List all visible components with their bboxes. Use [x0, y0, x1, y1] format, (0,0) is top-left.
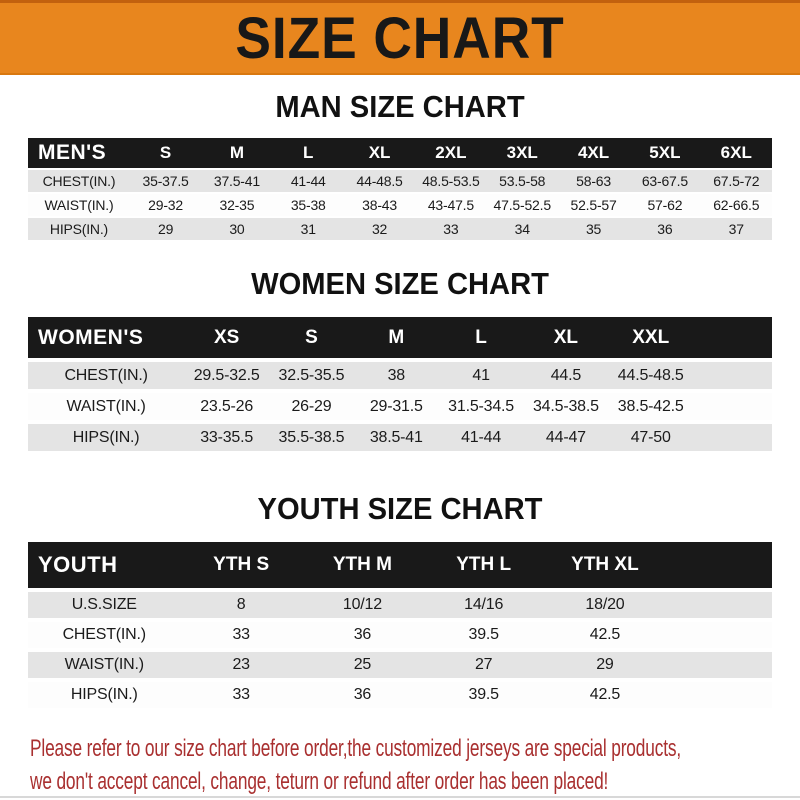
size-column-header: L: [273, 138, 344, 168]
bottom-edge-line: [0, 796, 800, 798]
size-value: 23.5-26: [184, 393, 269, 420]
row-label: HIPS(IN.): [28, 218, 130, 240]
size-value: 33: [181, 682, 302, 708]
page-title: SIZE CHART: [235, 5, 565, 71]
size-column-header: 5XL: [629, 138, 700, 168]
women-section-title: WOMEN SIZE CHART: [251, 266, 549, 301]
size-value: 41-44: [439, 424, 524, 451]
size-value: 44.5: [523, 362, 608, 389]
size-value: 62-66.5: [701, 194, 772, 216]
size-column-header: YTH XL: [544, 542, 665, 588]
size-value: 26-29: [269, 393, 354, 420]
size-value: 43-47.5: [415, 194, 486, 216]
size-column-header: L: [439, 317, 524, 358]
size-value: 32.5-35.5: [269, 362, 354, 389]
size-value: 32: [344, 218, 415, 240]
size-value: 25: [302, 652, 423, 678]
youth-size-table: [28, 538, 772, 712]
size-value: 32-35: [201, 194, 272, 216]
size-value: 57-62: [629, 194, 700, 216]
size-value: 29-31.5: [354, 393, 439, 420]
youth-section: [0, 493, 800, 712]
row-filler: [693, 362, 772, 389]
size-value: 36: [629, 218, 700, 240]
size-column-header: M: [201, 138, 272, 168]
size-value: 35-38: [273, 194, 344, 216]
row-filler: [666, 622, 772, 648]
row-label: CHEST(IN.): [28, 622, 181, 648]
size-value: 38.5-41: [354, 424, 439, 451]
youth-section-title: YOUTH SIZE CHART: [257, 491, 543, 526]
size-value: 27: [423, 652, 544, 678]
size-column-header: S: [130, 138, 201, 168]
row-filler: [666, 682, 772, 708]
size-value: 37: [701, 218, 772, 240]
women-header-row: [28, 317, 772, 358]
size-value: 36: [302, 682, 423, 708]
size-value: 36: [302, 622, 423, 648]
size-value: 48.5-53.5: [415, 170, 486, 192]
women-size-table: [28, 313, 772, 455]
row-label: U.S.SIZE: [28, 592, 181, 618]
men-hips-row: [28, 218, 772, 240]
row-filler: [666, 592, 772, 618]
size-value: 58-63: [558, 170, 629, 192]
men-header-row: [28, 138, 772, 168]
size-column-header: XS: [184, 317, 269, 358]
size-value: 38: [354, 362, 439, 389]
row-label: WAIST(IN.): [28, 194, 130, 216]
size-value: 35.5-38.5: [269, 424, 354, 451]
size-value: 44-48.5: [344, 170, 415, 192]
size-value: 44-47: [523, 424, 608, 451]
size-value: 34.5-38.5: [523, 393, 608, 420]
size-value: 53.5-58: [487, 170, 558, 192]
size-value: 41: [439, 362, 524, 389]
size-value: 37.5-41: [201, 170, 272, 192]
size-value: 33: [181, 622, 302, 648]
size-value: 63-67.5: [629, 170, 700, 192]
size-value: 47.5-52.5: [487, 194, 558, 216]
row-filler: [693, 393, 772, 420]
size-column-header: 6XL: [701, 138, 772, 168]
size-value: 29: [544, 652, 665, 678]
banner: [0, 0, 800, 75]
youth-header-row: [28, 542, 772, 588]
youth-chest-row: [28, 622, 772, 648]
women-table-title: WOMEN'S: [28, 317, 184, 358]
size-value: 33: [415, 218, 486, 240]
size-value: 67.5-72: [701, 170, 772, 192]
size-value: 34: [487, 218, 558, 240]
notice-line-1: Please refer to our size chart before order,the customized jerseys are special products,: [30, 735, 682, 762]
row-label: CHEST(IN.): [28, 362, 184, 389]
size-value: 10/12: [302, 592, 423, 618]
size-value: 29.5-32.5: [184, 362, 269, 389]
size-value: 38.5-42.5: [608, 393, 693, 420]
size-column-header: XXL: [608, 317, 693, 358]
size-value: 18/20: [544, 592, 665, 618]
youth-ussize-row: [28, 592, 772, 618]
size-value: 30: [201, 218, 272, 240]
men-waist-row: [28, 194, 772, 216]
size-value: 14/16: [423, 592, 544, 618]
men-table-title: MEN'S: [28, 138, 130, 168]
size-column-header: XL: [344, 138, 415, 168]
header-filler: [693, 317, 772, 358]
row-label: HIPS(IN.): [28, 682, 181, 708]
row-label: WAIST(IN.): [28, 652, 181, 678]
size-value: 31: [273, 218, 344, 240]
size-value: 35: [558, 218, 629, 240]
size-value: 29: [130, 218, 201, 240]
women-section: [0, 268, 800, 455]
row-label: CHEST(IN.): [28, 170, 130, 192]
youth-table-title: YOUTH: [28, 542, 181, 588]
row-label: HIPS(IN.): [28, 424, 184, 451]
size-value: 42.5: [544, 682, 665, 708]
size-value: 39.5: [423, 622, 544, 648]
youth-waist-row: [28, 652, 772, 678]
row-filler: [693, 424, 772, 451]
women-chest-row: [28, 362, 772, 389]
size-value: 31.5-34.5: [439, 393, 524, 420]
size-column-header: 3XL: [487, 138, 558, 168]
size-column-header: YTH M: [302, 542, 423, 588]
women-waist-row: [28, 393, 772, 420]
size-column-header: 2XL: [415, 138, 486, 168]
men-section: [0, 91, 800, 242]
size-value: 33-35.5: [184, 424, 269, 451]
size-value: 39.5: [423, 682, 544, 708]
size-value: 38-43: [344, 194, 415, 216]
footer-notice: [30, 732, 780, 798]
size-column-header: S: [269, 317, 354, 358]
men-size-table: [28, 136, 772, 242]
size-value: 8: [181, 592, 302, 618]
size-column-header: YTH S: [181, 542, 302, 588]
youth-hips-row: [28, 682, 772, 708]
size-column-header: YTH L: [423, 542, 544, 588]
size-value: 47-50: [608, 424, 693, 451]
size-value: 52.5-57: [558, 194, 629, 216]
size-column-header: XL: [523, 317, 608, 358]
size-column-header: 4XL: [558, 138, 629, 168]
men-chest-row: [28, 170, 772, 192]
size-column-header: M: [354, 317, 439, 358]
size-value: 23: [181, 652, 302, 678]
row-label: WAIST(IN.): [28, 393, 184, 420]
size-value: 42.5: [544, 622, 665, 648]
size-value: 41-44: [273, 170, 344, 192]
size-value: 35-37.5: [130, 170, 201, 192]
size-value: 44.5-48.5: [608, 362, 693, 389]
row-filler: [666, 652, 772, 678]
men-section-title: MAN SIZE CHART: [275, 89, 525, 124]
notice-line-2: we don't accept cancel, change, teturn or refund after order has been placed!: [30, 768, 609, 795]
women-hips-row: [28, 424, 772, 451]
size-value: 29-32: [130, 194, 201, 216]
header-filler: [666, 542, 772, 588]
